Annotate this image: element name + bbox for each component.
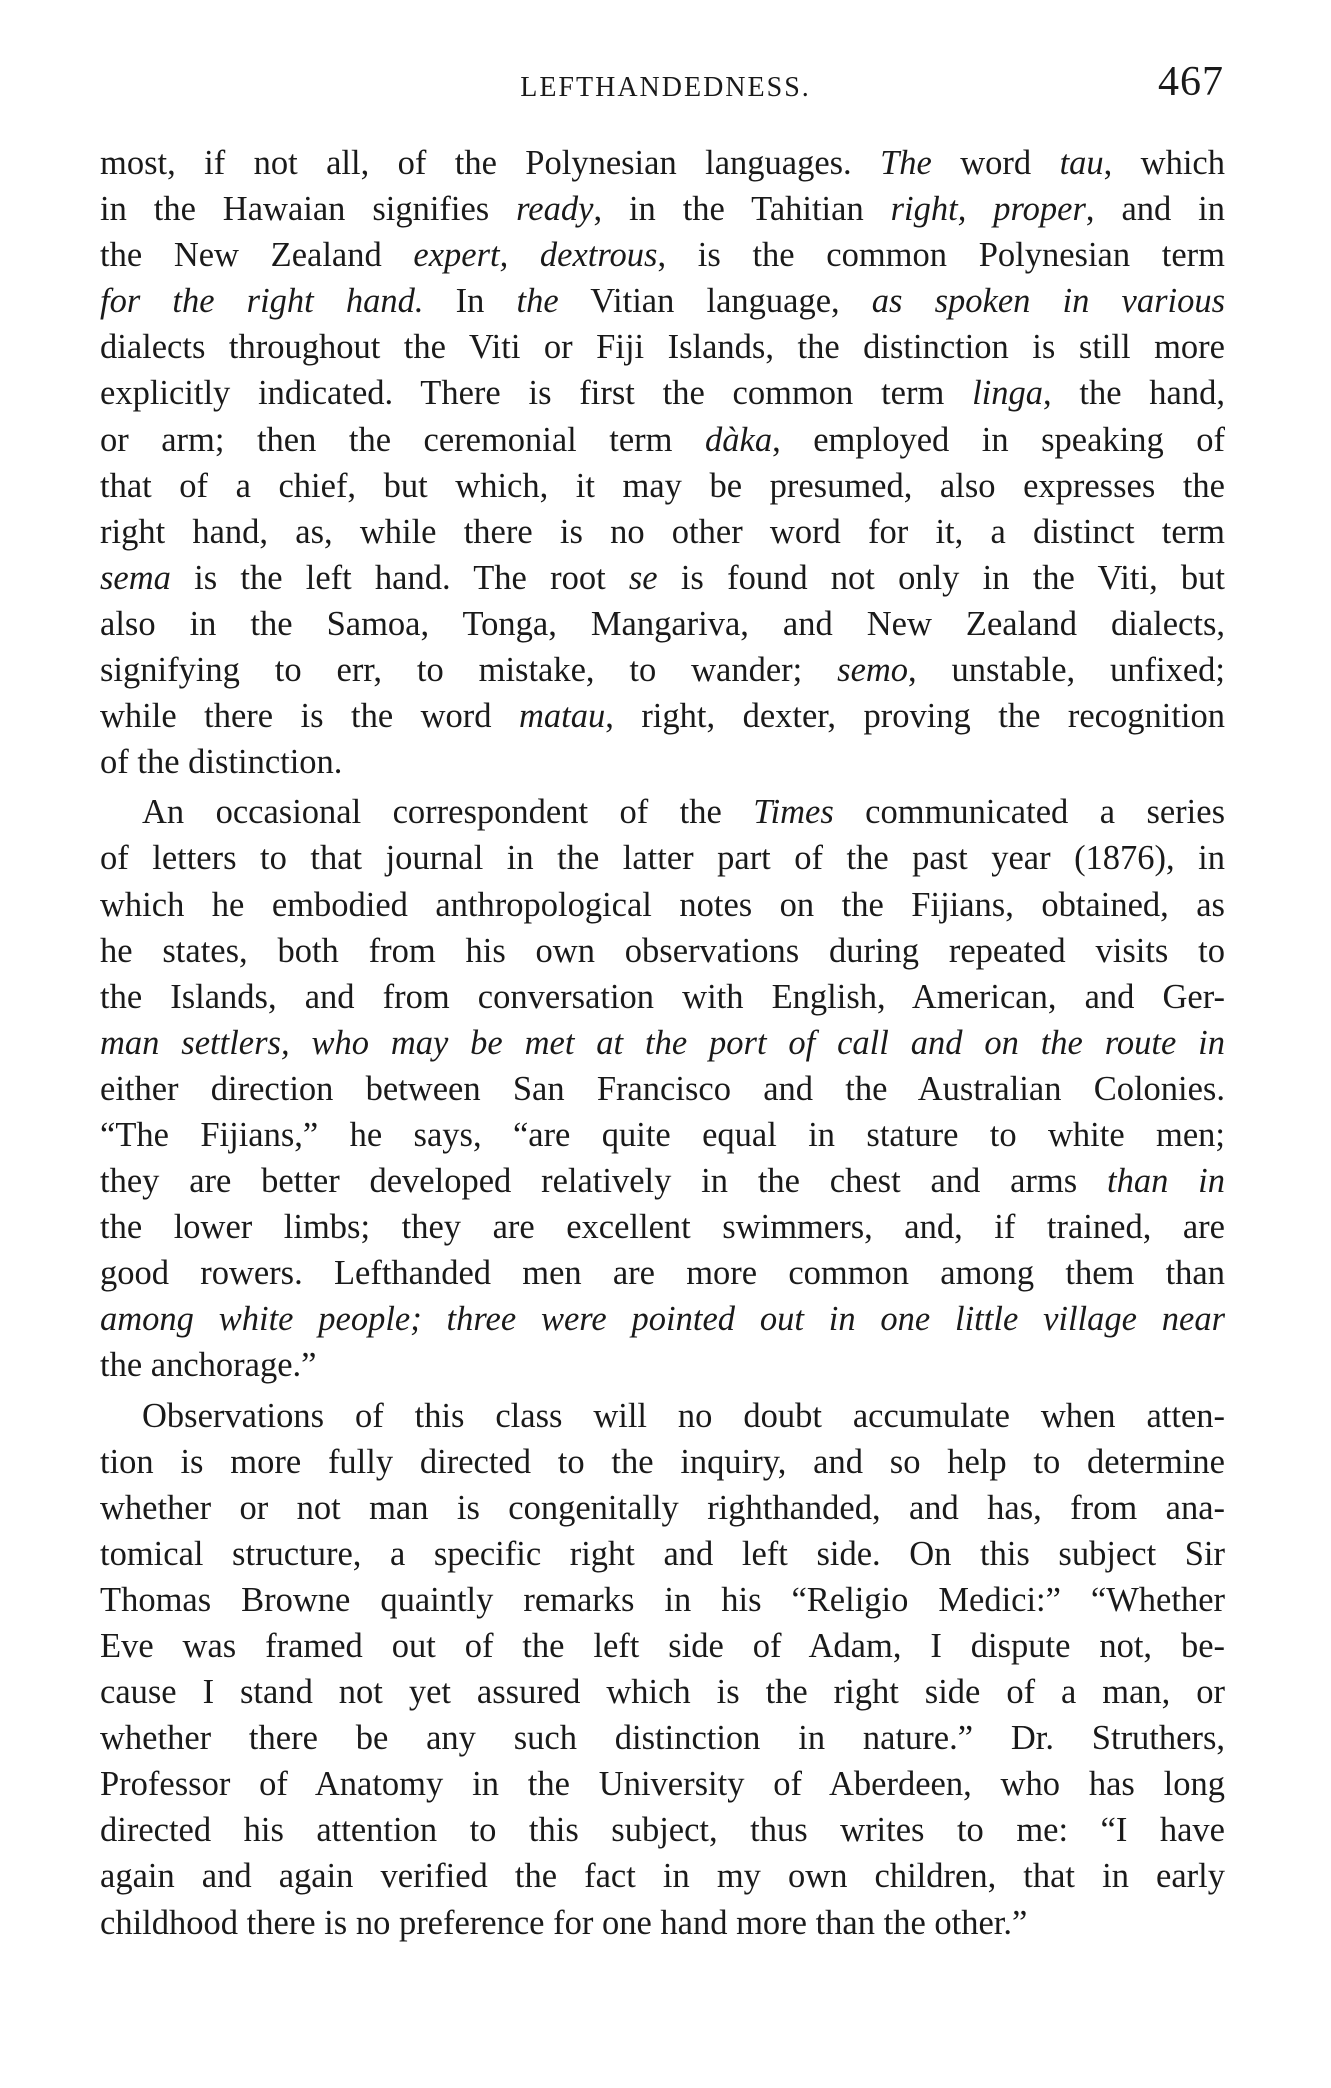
text-line	[100, 1296, 1225, 1342]
text-span: , and in	[1085, 190, 1225, 229]
text-line	[100, 463, 1225, 509]
text-span: whether or not man is congenitally righthanded, and has, from ana-	[100, 1488, 1225, 1527]
text-span: whether there be any such distinction in nature.” Dr. Struthers,	[100, 1719, 1225, 1758]
text-span: , which	[1103, 144, 1225, 182]
text-span: Eve was framed out of the left side of Adam, I dispute not, be-	[100, 1627, 1225, 1665]
text-span: tomical structure, a specific right and left side. On this subject Sir	[100, 1534, 1225, 1573]
text-span: Observations of this class will no doubt accumulate when atten-	[142, 1396, 1225, 1435]
text-line	[100, 278, 1225, 324]
text-span: of the distinction.	[100, 743, 343, 782]
text-span: Thomas Browne quaintly remarks in his “Religio Medici:” “Whether	[100, 1580, 1225, 1619]
text-line	[100, 1669, 1225, 1715]
paragraph	[100, 1393, 1225, 1946]
text-line	[100, 974, 1225, 1020]
text-span: , in the Tahitian	[593, 190, 891, 229]
text-span: is the left hand. The root	[170, 558, 629, 597]
text-span: also in the Samoa, Tonga, Mangariva, and New Zealand dialects,	[100, 604, 1225, 643]
italic-span: matau	[518, 697, 606, 736]
text-line	[100, 186, 1225, 232]
text-span: he states, both from his own observations during repeated visits to	[100, 931, 1225, 970]
text-span: , is the common Polynesian term	[657, 236, 1225, 275]
italic-span: ready	[516, 190, 594, 229]
text-span: , the hand,	[1042, 374, 1225, 413]
text-line	[100, 835, 1225, 881]
text-line	[100, 555, 1225, 601]
text-span: the anchorage.”	[100, 1346, 317, 1385]
text-line	[100, 1485, 1225, 1531]
text-span: while there is the word	[100, 697, 519, 736]
text-span: Vitian language,	[558, 282, 872, 321]
italic-span: semo	[837, 651, 909, 690]
text-line	[100, 1761, 1225, 1807]
text-line	[100, 1250, 1225, 1296]
text-span: the Islands, and from conversation with English, American, and Ger-	[100, 977, 1225, 1016]
text-span: childhood there is no preference for one hand more than the other.”	[100, 1903, 1028, 1942]
text-line	[100, 1577, 1225, 1623]
text-line	[100, 693, 1225, 739]
italic-span: expert, dextrous	[413, 236, 658, 275]
italic-span: dàka	[705, 420, 773, 459]
text-span: , unstable, unfixed;	[908, 651, 1225, 690]
italic-span: sema	[100, 558, 171, 597]
running-head	[0, 52, 1331, 112]
paragraph	[100, 789, 1225, 1388]
text-line	[100, 1066, 1225, 1112]
text-line	[100, 417, 1225, 463]
text-span: An occasional correspondent of the	[142, 793, 754, 832]
italic-span: the	[516, 282, 559, 321]
text-line	[100, 1020, 1225, 1066]
text-span: either direction between San Francisco and the Australian Colonies.	[100, 1069, 1225, 1108]
text-span: cause I stand not yet assured which is the right side of a man, or	[100, 1673, 1225, 1712]
text-span: in the Hawaian signifies	[100, 190, 517, 229]
running-title: LEFTHANDEDNESS.	[520, 72, 811, 103]
text-span: right hand, as, while there is no other word for it, a distinct term	[100, 512, 1225, 551]
text-line	[100, 1393, 1225, 1439]
text-span: Professor of Anatomy in the University of Aberdeen, who has long	[100, 1765, 1225, 1804]
italic-span: for the right hand.	[100, 282, 424, 321]
italic-span: The	[880, 144, 932, 182]
italic-span: linga	[972, 374, 1043, 413]
text-span: of letters to that journal in the latter part of the past year (1876), in	[100, 839, 1225, 878]
italic-span: right, proper	[890, 190, 1086, 229]
text-span: the New Zealand	[100, 236, 414, 275]
italic-span: as spoken in various	[871, 282, 1225, 321]
text-span: the lower limbs; they are excellent swimmers, and, if trained, are	[100, 1208, 1225, 1247]
text-span: , employed in speaking of	[772, 420, 1225, 459]
text-span: tion is more fully directed to the inquiry, and so help to determine	[100, 1442, 1225, 1481]
text-line	[100, 1112, 1225, 1158]
text-line	[100, 1807, 1225, 1853]
text-line	[100, 928, 1225, 974]
page-number: 467	[1158, 59, 1224, 105]
italic-span: Times	[753, 793, 834, 832]
text-span: which he embodied anthropological notes on the Fijians, obtained, as	[100, 885, 1225, 924]
text-line	[100, 509, 1225, 555]
text-span: or arm; then the ceremonial term	[100, 420, 706, 459]
text-span: good rowers. Lefthanded men are more common among them than	[100, 1254, 1225, 1293]
text-line	[100, 1623, 1225, 1669]
text-span: is found not only in the Viti, but	[657, 558, 1225, 597]
text-line	[100, 789, 1225, 835]
text-line	[100, 140, 1225, 186]
text-line	[100, 1900, 1225, 1946]
text-span: dialects throughout the Viti or Fiji Islands, the distinction is still more	[100, 328, 1225, 367]
text-span: that of a chief, but which, it may be presumed, also expresses the	[100, 466, 1225, 505]
body-text	[100, 140, 1225, 1946]
italic-span: than in	[1107, 1162, 1225, 1201]
text-line	[100, 1158, 1225, 1204]
text-span: they are better developed relatively in the chest and arms	[100, 1162, 1108, 1201]
text-span: communicated a series	[833, 793, 1225, 832]
text-span: word	[931, 144, 1060, 182]
text-span: “The Fijians,” he says, “are quite equal in stature to white men;	[100, 1115, 1225, 1154]
text-line	[100, 1342, 1225, 1388]
italic-span: among white people; three were pointed out in one little village near	[100, 1300, 1225, 1339]
text-span: In	[423, 282, 517, 321]
text-span: , right, dexter, proving the recognition	[605, 697, 1225, 736]
italic-span: tau	[1059, 144, 1104, 182]
text-line	[100, 1853, 1225, 1899]
text-span: signifying to err, to mistake, to wander;	[100, 651, 838, 690]
text-span: most, if not all, of the Polynesian languages.	[100, 144, 881, 182]
text-line	[100, 882, 1225, 928]
text-line	[100, 647, 1225, 693]
text-span: directed his attention to this subject, thus writes to me: “I have	[100, 1811, 1225, 1850]
text-line	[100, 1204, 1225, 1250]
text-line	[100, 232, 1225, 278]
text-span: again and again verified the fact in my own children, that in early	[100, 1857, 1225, 1896]
text-line	[100, 1715, 1225, 1761]
text-line	[100, 601, 1225, 647]
text-span: explicitly indicated. There is first the common term	[100, 374, 973, 413]
text-line	[100, 1439, 1225, 1485]
text-line	[100, 324, 1225, 370]
text-line	[100, 739, 1225, 785]
italic-span: man settlers, who may be met at the port of call and on the route in	[100, 1023, 1225, 1062]
italic-span: se	[628, 558, 658, 597]
paragraph	[100, 140, 1225, 785]
text-line	[100, 370, 1225, 416]
text-line	[100, 1531, 1225, 1577]
